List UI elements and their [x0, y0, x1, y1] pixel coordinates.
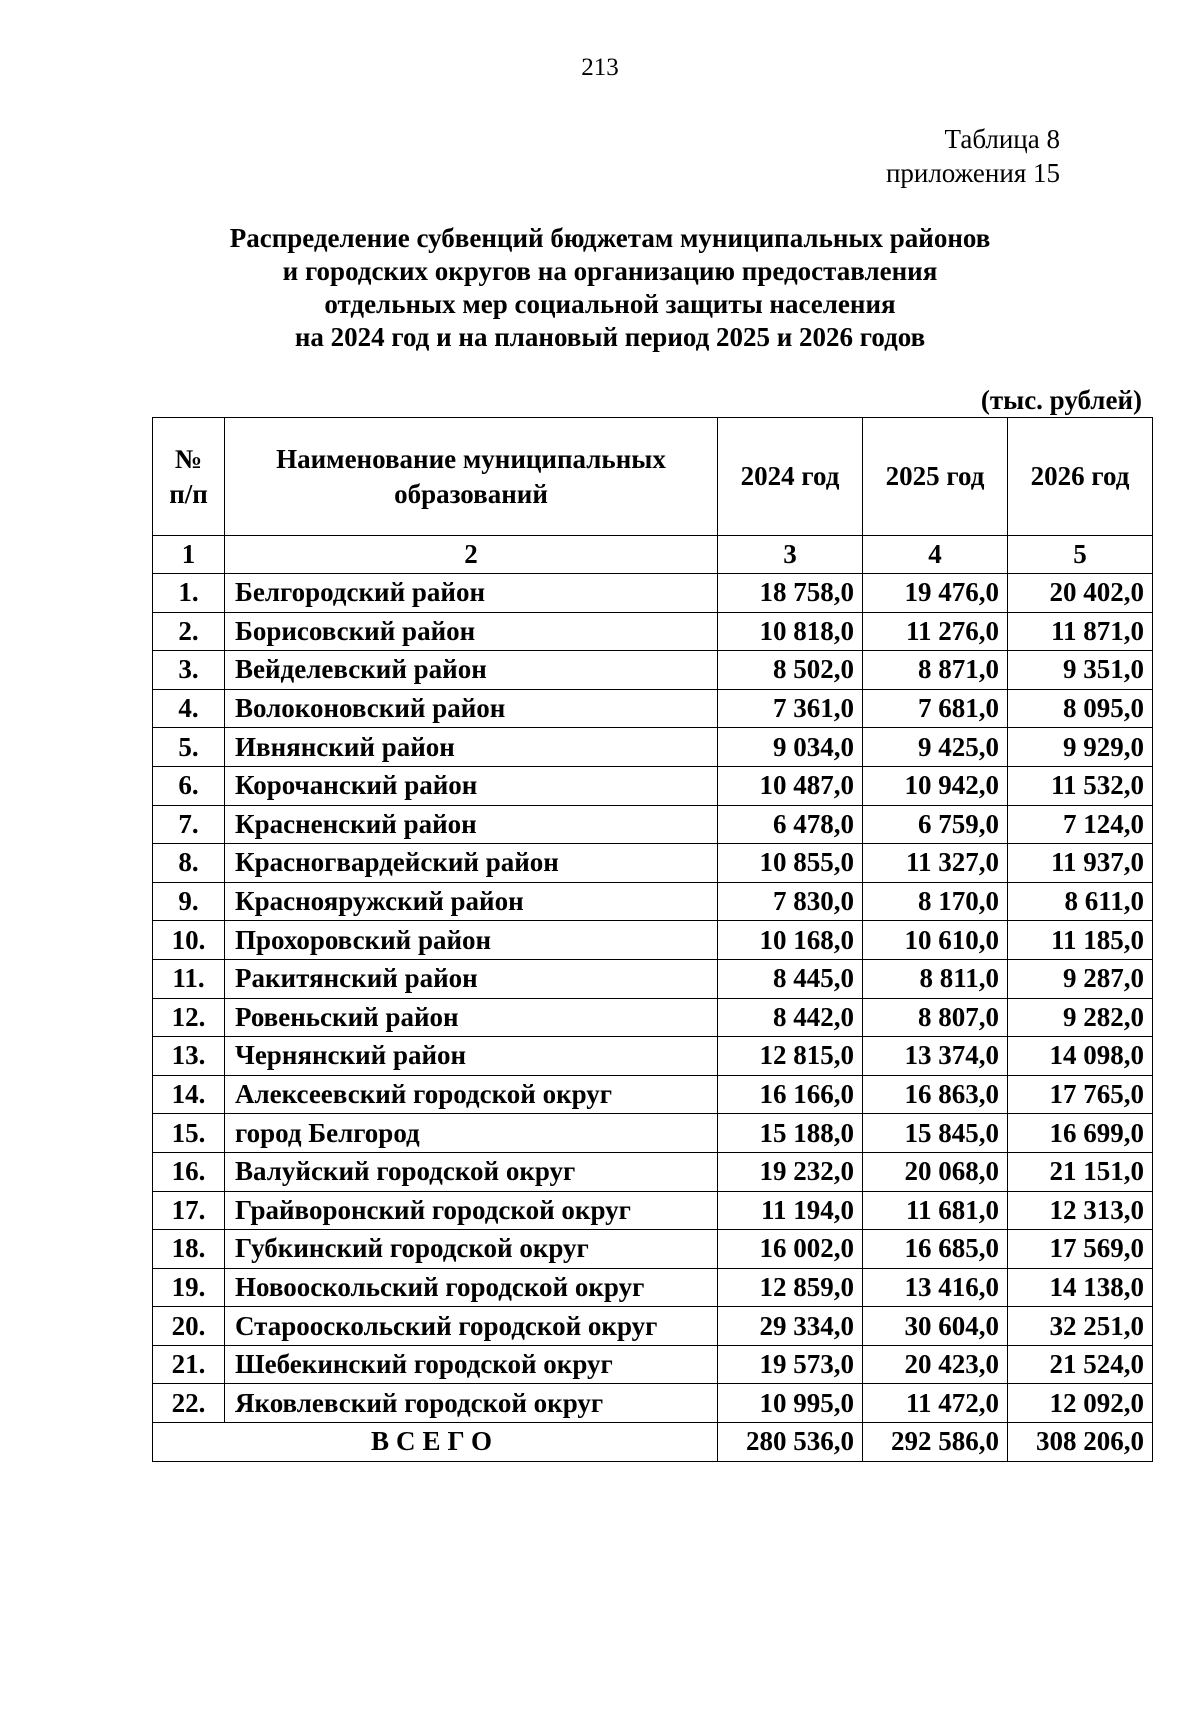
header-2024: 2024 год	[718, 418, 863, 536]
value-2026: 9 351,0	[1008, 651, 1153, 690]
municipality-name: Старооскольский городской округ	[225, 1307, 718, 1346]
value-2025: 10 942,0	[863, 766, 1008, 805]
total-2024: 280 536,0	[718, 1423, 863, 1462]
header-number-line-2: п/п	[169, 478, 208, 509]
value-2026: 9 282,0	[1008, 998, 1153, 1037]
row-number: 5.	[153, 728, 225, 767]
value-2024: 15 188,0	[718, 1114, 863, 1153]
table-row	[153, 805, 1153, 844]
municipality-name: Губкинский городской округ	[225, 1230, 718, 1269]
value-2026: 20 402,0	[1008, 574, 1153, 613]
row-number: 2.	[153, 612, 225, 651]
value-2025: 15 845,0	[863, 1114, 1008, 1153]
table-row	[153, 766, 1153, 805]
table-row	[153, 921, 1153, 960]
municipality-name: Ивнянский район	[225, 728, 718, 767]
value-2024: 8 442,0	[718, 998, 863, 1037]
value-2026: 32 251,0	[1008, 1307, 1153, 1346]
row-number: 6.	[153, 766, 225, 805]
header-name: Наименование муниципальных образований	[225, 418, 718, 536]
value-2026: 14 138,0	[1008, 1268, 1153, 1307]
value-2026: 12 092,0	[1008, 1384, 1153, 1423]
document-title-line: Распределение субвенций бюджетам муниципальных районов	[229, 223, 991, 253]
value-2024: 16 002,0	[718, 1230, 863, 1269]
row-number: 12.	[153, 998, 225, 1037]
value-2026: 11 937,0	[1008, 844, 1153, 883]
header-number-line-1: №	[174, 443, 203, 474]
value-2026: 9 287,0	[1008, 959, 1153, 998]
municipality-name: Корочанский район	[225, 766, 718, 805]
value-2025: 19 476,0	[863, 574, 1008, 613]
table-reference-line-2: приложения 15	[885, 158, 1060, 188]
value-2025: 8 871,0	[863, 651, 1008, 690]
table-reference-line-1: Таблица 8	[944, 124, 1060, 154]
municipality-name: город Белгород	[225, 1114, 718, 1153]
row-number: 9.	[153, 882, 225, 921]
value-2026: 8 611,0	[1008, 882, 1153, 921]
document-title	[160, 222, 1060, 354]
value-2024: 16 166,0	[718, 1075, 863, 1114]
municipality-name: Вейделевский район	[225, 651, 718, 690]
total-label: ВСЕГО	[153, 1423, 718, 1462]
municipality-name: Борисовский район	[225, 612, 718, 651]
total-2026: 308 206,0	[1008, 1423, 1153, 1462]
value-2024: 10 818,0	[718, 612, 863, 651]
municipality-name: Краснояружский район	[225, 882, 718, 921]
value-2025: 11 327,0	[863, 844, 1008, 883]
value-2025: 16 863,0	[863, 1075, 1008, 1114]
table-row	[153, 882, 1153, 921]
value-2024: 8 502,0	[718, 651, 863, 690]
municipality-name: Шебекинский городской округ	[225, 1345, 718, 1384]
row-number: 20.	[153, 1307, 225, 1346]
total-row	[153, 1423, 1153, 1462]
value-2025: 9 425,0	[863, 728, 1008, 767]
table-row	[153, 1307, 1153, 1346]
value-2024: 8 445,0	[718, 959, 863, 998]
table-row	[153, 1345, 1153, 1384]
row-number: 3.	[153, 651, 225, 690]
value-2026: 17 765,0	[1008, 1075, 1153, 1114]
table-header-row	[153, 418, 1153, 536]
value-2025: 8 811,0	[863, 959, 1008, 998]
value-2025: 6 759,0	[863, 805, 1008, 844]
value-2024: 12 859,0	[718, 1268, 863, 1307]
column-number: 5	[1008, 536, 1153, 574]
table-row	[153, 689, 1153, 728]
row-number: 17.	[153, 1191, 225, 1230]
value-2025: 8 170,0	[863, 882, 1008, 921]
municipality-name: Новооскольский городской округ	[225, 1268, 718, 1307]
value-2024: 29 334,0	[718, 1307, 863, 1346]
value-2026: 21 151,0	[1008, 1152, 1153, 1191]
value-2026: 17 569,0	[1008, 1230, 1153, 1269]
value-2024: 10 995,0	[718, 1384, 863, 1423]
table-row	[153, 1114, 1153, 1153]
row-number: 10.	[153, 921, 225, 960]
row-number: 19.	[153, 1268, 225, 1307]
row-number: 7.	[153, 805, 225, 844]
table-row	[153, 1230, 1153, 1269]
table-row	[153, 1268, 1153, 1307]
municipality-name: Алексеевский городской округ	[225, 1075, 718, 1114]
value-2025: 16 685,0	[863, 1230, 1008, 1269]
header-number	[153, 418, 225, 536]
column-numbers-row	[153, 536, 1153, 574]
value-2024: 6 478,0	[718, 805, 863, 844]
value-2025: 11 681,0	[863, 1191, 1008, 1230]
row-number: 13.	[153, 1037, 225, 1076]
row-number: 21.	[153, 1345, 225, 1384]
table-row	[153, 1075, 1153, 1114]
value-2024: 11 194,0	[718, 1191, 863, 1230]
column-number: 3	[718, 536, 863, 574]
table-row	[153, 998, 1153, 1037]
municipality-name: Красногвардейский район	[225, 844, 718, 883]
value-2024: 19 573,0	[718, 1345, 863, 1384]
value-2026: 21 524,0	[1008, 1345, 1153, 1384]
row-number: 22.	[153, 1384, 225, 1423]
header-2025: 2025 год	[863, 418, 1008, 536]
column-number: 2	[225, 536, 718, 574]
value-2024: 10 168,0	[718, 921, 863, 960]
row-number: 15.	[153, 1114, 225, 1153]
row-number: 16.	[153, 1152, 225, 1191]
municipality-name: Ровеньский район	[225, 998, 718, 1037]
header-2026: 2026 год	[1008, 418, 1153, 536]
value-2024: 19 232,0	[718, 1152, 863, 1191]
table-row	[153, 574, 1153, 613]
value-2025: 11 472,0	[863, 1384, 1008, 1423]
municipality-name: Яковлевский городской округ	[225, 1384, 718, 1423]
value-2025: 20 068,0	[863, 1152, 1008, 1191]
value-2025: 30 604,0	[863, 1307, 1008, 1346]
value-2024: 12 815,0	[718, 1037, 863, 1076]
row-number: 11.	[153, 959, 225, 998]
document-title-line: отдельных мер социальной защиты населения	[324, 289, 896, 319]
value-2026: 11 185,0	[1008, 921, 1153, 960]
value-2025: 20 423,0	[863, 1345, 1008, 1384]
units-label: (тыс. рублей)	[980, 385, 1142, 415]
table-row	[153, 844, 1153, 883]
municipality-name: Ракитянский район	[225, 959, 718, 998]
value-2025: 8 807,0	[863, 998, 1008, 1037]
table-row	[153, 1191, 1153, 1230]
table-row	[153, 651, 1153, 690]
value-2025: 10 610,0	[863, 921, 1008, 960]
subsidy-table	[152, 417, 1153, 1462]
table-row	[153, 1384, 1153, 1423]
table-reference	[800, 122, 1060, 190]
document-title-line: и городских округов на организацию предоставления	[282, 256, 938, 286]
municipality-name: Чернянский район	[225, 1037, 718, 1076]
row-number: 1.	[153, 574, 225, 613]
table-row	[153, 959, 1153, 998]
document-title-line: на 2024 год и на плановый период 2025 и 2026 годов	[294, 322, 926, 352]
value-2024: 7 361,0	[718, 689, 863, 728]
value-2026: 8 095,0	[1008, 689, 1153, 728]
column-number: 4	[863, 536, 1008, 574]
page-number: 213	[581, 54, 619, 81]
row-number: 4.	[153, 689, 225, 728]
municipality-name: Волоконовский район	[225, 689, 718, 728]
value-2026: 14 098,0	[1008, 1037, 1153, 1076]
value-2026: 12 313,0	[1008, 1191, 1153, 1230]
column-number: 1	[153, 536, 225, 574]
value-2024: 10 855,0	[718, 844, 863, 883]
value-2026: 11 871,0	[1008, 612, 1153, 651]
table-row	[153, 1152, 1153, 1191]
value-2026: 16 699,0	[1008, 1114, 1153, 1153]
municipality-name: Красненский район	[225, 805, 718, 844]
value-2024: 7 830,0	[718, 882, 863, 921]
table-row	[153, 728, 1153, 767]
value-2026: 11 532,0	[1008, 766, 1153, 805]
value-2025: 13 416,0	[863, 1268, 1008, 1307]
municipality-name: Белгородский район	[225, 574, 718, 613]
municipality-name: Грайворонский городской округ	[225, 1191, 718, 1230]
value-2024: 18 758,0	[718, 574, 863, 613]
municipality-name: Прохоровский район	[225, 921, 718, 960]
table-row	[153, 1037, 1153, 1076]
total-2025: 292 586,0	[863, 1423, 1008, 1462]
value-2025: 11 276,0	[863, 612, 1008, 651]
municipality-name: Валуйский городской округ	[225, 1152, 718, 1191]
value-2026: 9 929,0	[1008, 728, 1153, 767]
row-number: 8.	[153, 844, 225, 883]
table-body	[153, 574, 1153, 1423]
row-number: 14.	[153, 1075, 225, 1114]
table-row	[153, 612, 1153, 651]
row-number: 18.	[153, 1230, 225, 1269]
value-2025: 7 681,0	[863, 689, 1008, 728]
value-2025: 13 374,0	[863, 1037, 1008, 1076]
value-2024: 10 487,0	[718, 766, 863, 805]
value-2024: 9 034,0	[718, 728, 863, 767]
value-2026: 7 124,0	[1008, 805, 1153, 844]
